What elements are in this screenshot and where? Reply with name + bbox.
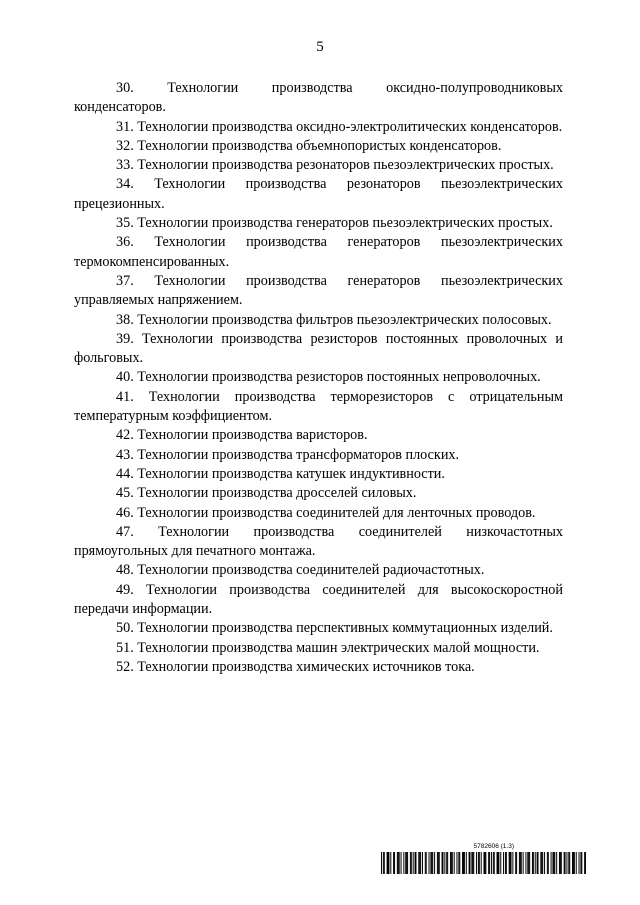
barcode-bar bbox=[459, 852, 460, 874]
barcode-bar bbox=[585, 852, 586, 874]
list-item: 31. Технологии производства оксидно-электролитических конденсаторов. bbox=[116, 118, 563, 135]
barcode-bar bbox=[542, 852, 543, 874]
barcode-bar bbox=[415, 852, 416, 874]
barcode-bar bbox=[458, 852, 459, 874]
barcode-bar bbox=[464, 852, 465, 874]
barcode-bar bbox=[541, 852, 542, 874]
barcode-bar bbox=[574, 852, 575, 874]
barcode-bar bbox=[419, 852, 420, 874]
barcode-bar bbox=[503, 852, 504, 874]
barcode-bar bbox=[554, 852, 555, 874]
list-item: 44. Технологии производства катушек индуктивности. bbox=[116, 465, 445, 482]
barcode-bar bbox=[519, 852, 520, 874]
barcode-bar bbox=[552, 852, 553, 874]
barcode-bar bbox=[576, 852, 577, 874]
list-item: 49. Технологии производства соединителей для высокоскоростной передачи информации. bbox=[74, 581, 563, 618]
barcode-bar bbox=[383, 852, 384, 874]
barcode-bar bbox=[450, 852, 451, 874]
barcode-bar bbox=[473, 852, 474, 874]
barcode-bar bbox=[527, 852, 528, 874]
barcode-bar bbox=[384, 852, 385, 874]
barcode-bar bbox=[444, 852, 445, 874]
barcode-bar bbox=[426, 852, 427, 874]
barcode-bar bbox=[537, 852, 538, 874]
barcode-bar bbox=[505, 852, 506, 874]
barcode-bar bbox=[456, 852, 457, 874]
list-item: 40. Технологии производства резисторов постоянных непроволочных. bbox=[116, 369, 541, 386]
page-number: 5 bbox=[316, 39, 324, 55]
barcode-bar bbox=[489, 852, 490, 874]
barcode-bar bbox=[579, 852, 580, 874]
list-item: 45. Технологии производства дросселей силовых. bbox=[116, 485, 417, 502]
barcode-bar bbox=[394, 852, 395, 874]
barcode-bar bbox=[500, 852, 501, 874]
barcode-bar bbox=[569, 852, 570, 874]
barcode-bar bbox=[470, 852, 471, 874]
list-item: 35. Технологии производства генераторов пьезоэлектрических простых. bbox=[116, 215, 553, 232]
barcode-bar bbox=[533, 852, 534, 874]
barcode-bar bbox=[405, 852, 406, 874]
list-item: 51. Технологии производства машин электрических малой мощности. bbox=[116, 639, 540, 656]
barcode-bar bbox=[529, 852, 530, 874]
list-item: 41. Технологии производства терморезисторов с отрицательным температурным коэффициентом. bbox=[74, 388, 563, 425]
barcode-bar bbox=[399, 852, 400, 874]
barcode-bar bbox=[521, 852, 522, 874]
barcode-bar bbox=[418, 852, 419, 874]
barcode-bar bbox=[556, 852, 557, 874]
barcode-bar bbox=[438, 852, 439, 874]
barcode-bar bbox=[510, 852, 511, 874]
list-item: 46. Технологии производства соединителей для ленточных проводов. bbox=[116, 504, 536, 521]
barcode-bar bbox=[437, 852, 438, 874]
barcode-bar bbox=[566, 852, 567, 874]
barcode-bar bbox=[393, 852, 394, 874]
barcode-bar bbox=[454, 852, 455, 874]
barcode-bar bbox=[387, 852, 388, 874]
barcode-bar bbox=[523, 852, 524, 874]
barcode-bar bbox=[484, 852, 485, 874]
barcode-bar bbox=[548, 852, 549, 874]
list-item: 39. Технологии производства резисторов постоянных проволочных и фольговых. bbox=[74, 330, 563, 367]
barcode-bar bbox=[485, 852, 486, 874]
barcode-bar bbox=[432, 852, 433, 874]
barcode-bar bbox=[410, 852, 411, 874]
barcode-bar bbox=[434, 852, 435, 874]
list-item: 42. Технологии производства варисторов. bbox=[116, 427, 368, 444]
technology-list bbox=[74, 79, 563, 677]
barcode-bar bbox=[407, 852, 408, 874]
barcode-bar bbox=[442, 852, 443, 874]
barcode-bar bbox=[560, 852, 561, 874]
barcode-bar bbox=[509, 852, 510, 874]
barcode-bar bbox=[544, 852, 545, 874]
barcode-bar bbox=[403, 852, 404, 874]
barcode-bar bbox=[398, 852, 399, 874]
barcode-bar bbox=[553, 852, 554, 874]
barcode-bar bbox=[540, 852, 541, 874]
barcode-bar bbox=[390, 852, 391, 874]
barcode-bar bbox=[484, 852, 485, 874]
barcode-bar bbox=[415, 852, 416, 874]
barcode-bar bbox=[388, 852, 389, 874]
barcode-bar bbox=[559, 852, 560, 874]
list-item: 38. Технологии производства фильтров пьезоэлектрических полосовых. bbox=[116, 311, 552, 328]
barcode-bar bbox=[420, 852, 421, 874]
list-item: 47. Технологии производства соединителей низкочастотных прямоугольных для печатного монтажа. bbox=[74, 523, 563, 560]
barcode-bar bbox=[488, 852, 489, 874]
list-item: 48. Технологии производства соединителей радиочастотных. bbox=[116, 562, 485, 579]
barcode-bar bbox=[476, 852, 477, 874]
barcode-bar bbox=[401, 852, 402, 874]
barcode-block bbox=[381, 843, 586, 874]
barcode-bar bbox=[472, 852, 473, 874]
barcode-bar bbox=[469, 852, 470, 874]
barcode-bar bbox=[564, 852, 565, 874]
barcode-bar bbox=[462, 852, 463, 874]
barcode-bar bbox=[493, 852, 494, 874]
barcode-bar bbox=[397, 852, 398, 874]
barcode-bar bbox=[528, 852, 529, 874]
barcode-bar bbox=[494, 852, 495, 874]
barcode-bar bbox=[439, 852, 440, 874]
barcode-bar bbox=[565, 852, 566, 874]
barcode-bar bbox=[512, 852, 513, 874]
barcode-bar bbox=[443, 852, 444, 874]
barcode-bar bbox=[506, 852, 507, 874]
list-item: 43. Технологии производства трансформаторов плоских. bbox=[116, 446, 460, 463]
barcode-bar bbox=[491, 852, 492, 874]
barcode-bar bbox=[479, 852, 480, 874]
barcode-bar bbox=[388, 852, 389, 874]
barcode-bar bbox=[471, 852, 472, 874]
list-item: 37. Технологии производства генераторов пьезоэлектрических управляемых напряжением. bbox=[74, 272, 563, 309]
barcode-bar bbox=[497, 852, 498, 874]
barcode-bar bbox=[535, 852, 536, 874]
barcode-bar bbox=[422, 852, 423, 874]
barcode-bar bbox=[431, 852, 432, 874]
barcode-bar bbox=[511, 852, 512, 874]
barcode-bar bbox=[481, 852, 482, 874]
barcode-bar bbox=[561, 852, 562, 874]
barcode-bar bbox=[425, 852, 426, 874]
barcode-bar bbox=[447, 852, 448, 874]
barcode-bar bbox=[525, 852, 526, 874]
barcode-bar bbox=[452, 852, 453, 874]
barcode-caption: 5782606 (1.3) bbox=[473, 843, 514, 850]
list-item: 50. Технологии производства перспективных коммутационных изделий. bbox=[116, 620, 553, 637]
barcode bbox=[381, 852, 586, 874]
list-item: 52. Технологии производства химических источников тока. bbox=[116, 658, 475, 675]
barcode-bar bbox=[429, 852, 430, 874]
barcode-bar bbox=[446, 852, 447, 874]
barcode-bar bbox=[547, 852, 548, 874]
barcode-bar bbox=[581, 852, 582, 874]
barcode-bar bbox=[515, 852, 516, 874]
barcode-bar bbox=[478, 852, 479, 874]
barcode-bar bbox=[381, 852, 382, 874]
barcode-bar bbox=[411, 852, 412, 874]
barcode-bar bbox=[573, 852, 574, 874]
barcode-bar bbox=[498, 852, 499, 874]
list-item: 36. Технологии производства генераторов пьезоэлектрических термокомпенсированных. bbox=[74, 234, 563, 270]
barcode-bar bbox=[516, 852, 517, 874]
barcode-bar bbox=[466, 852, 467, 874]
barcode-bar bbox=[430, 852, 431, 874]
barcode-bar bbox=[551, 852, 552, 874]
barcode-bar bbox=[520, 852, 521, 874]
list-item: 30. Технологии производства оксидно-полупроводниковых конденсаторов. bbox=[74, 80, 563, 116]
barcode-bar bbox=[463, 852, 464, 874]
barcode-bar bbox=[406, 852, 407, 874]
barcode-bar bbox=[413, 852, 414, 874]
list-item: 32. Технологии производства объемнопористых конденсаторов. bbox=[116, 137, 502, 154]
barcode-bar bbox=[584, 852, 585, 874]
barcode-bar bbox=[572, 852, 573, 874]
list-item: 34. Технологии производства резонаторов пьезоэлектрических прецезионных. bbox=[74, 176, 563, 212]
barcode-bar bbox=[497, 852, 498, 874]
barcode-bar bbox=[580, 852, 581, 874]
barcode-bar bbox=[568, 852, 569, 874]
list-item: 33. Технологии производства резонаторов пьезоэлектрических простых. bbox=[116, 157, 554, 174]
barcode-bar bbox=[538, 852, 539, 874]
barcode-bar bbox=[451, 852, 452, 874]
barcode-bar bbox=[532, 852, 533, 874]
